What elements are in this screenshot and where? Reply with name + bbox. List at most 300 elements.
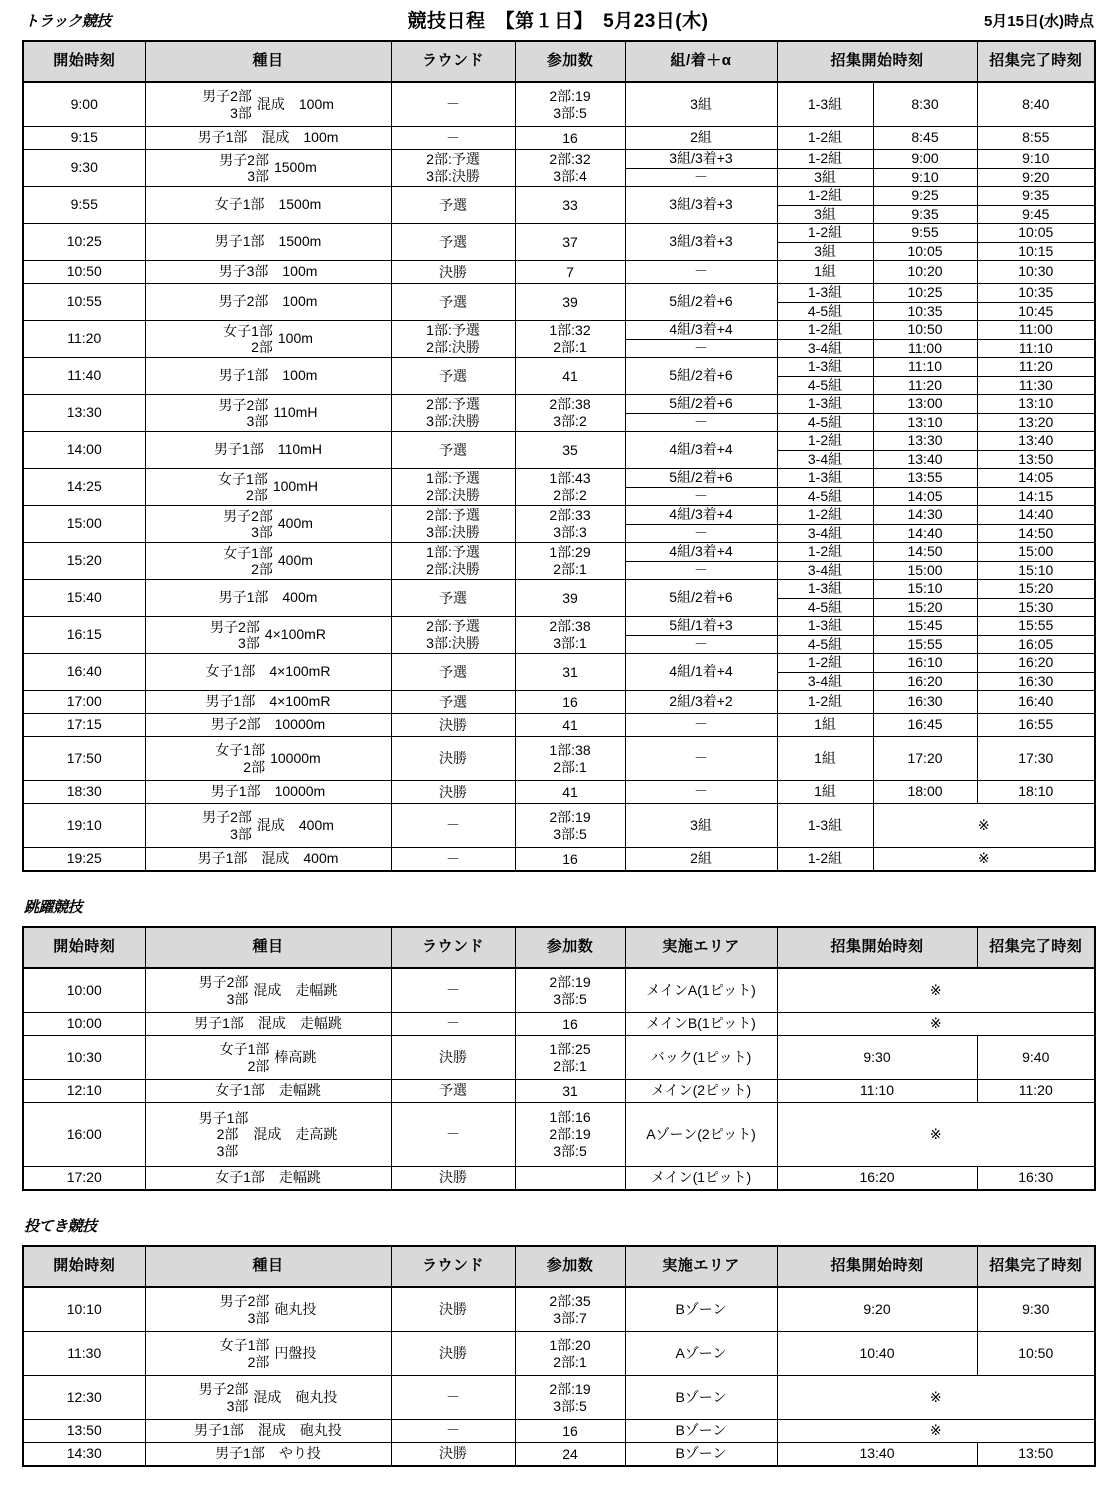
event-label: 100mH bbox=[272, 478, 318, 495]
cell-event bbox=[145, 321, 391, 358]
division: 女子1部 bbox=[219, 1337, 270, 1354]
cell-round bbox=[391, 506, 515, 543]
round-value bbox=[392, 784, 515, 801]
event-name bbox=[146, 152, 391, 184]
cell-start-time: 18:30 bbox=[23, 781, 145, 804]
division-stack bbox=[202, 88, 252, 120]
cell-heats: 2組 bbox=[625, 127, 777, 150]
division: 男子2部 bbox=[202, 809, 252, 826]
participants-value bbox=[516, 851, 625, 868]
table-row bbox=[23, 1103, 1095, 1167]
division-stack bbox=[220, 1041, 270, 1073]
cell-round bbox=[391, 848, 515, 872]
event-name bbox=[146, 263, 391, 281]
participants-value bbox=[516, 130, 625, 147]
event-name bbox=[146, 441, 391, 459]
cell-event bbox=[145, 654, 391, 691]
cell-start-time: 12:30 bbox=[23, 1376, 145, 1420]
division-stack bbox=[210, 619, 260, 651]
th-call-end: 招集完了時刻 bbox=[977, 927, 1095, 968]
cell-round bbox=[391, 691, 515, 714]
line: 1部:16 bbox=[549, 1109, 591, 1126]
event-name bbox=[146, 323, 391, 355]
cell-call-end: 10:15 bbox=[977, 242, 1095, 261]
participants-value bbox=[516, 694, 625, 711]
cell-call-start: 10:05 bbox=[873, 242, 977, 261]
cell-call-group: 3-4組 bbox=[777, 450, 873, 469]
cell-call-start: 9:10 bbox=[873, 168, 977, 187]
th-start-time: 開始時刻 bbox=[23, 927, 145, 968]
cell-round: － bbox=[391, 968, 515, 1013]
cell-heats: 5組/2着+6 bbox=[625, 395, 777, 414]
th-event: 種目 bbox=[145, 1246, 391, 1287]
line: 7 bbox=[566, 263, 574, 280]
round-value bbox=[392, 817, 515, 834]
participants-value bbox=[516, 1446, 625, 1463]
division: 2部 bbox=[247, 1353, 270, 1370]
cell-participants bbox=[515, 968, 625, 1013]
cell-call-end: 11:20 bbox=[977, 358, 1095, 377]
cell-round: － bbox=[391, 1376, 515, 1420]
round-value bbox=[392, 322, 515, 356]
table-row bbox=[23, 469, 1095, 488]
line: 3部:決勝 bbox=[426, 168, 480, 184]
cell-call-group: 1組 bbox=[777, 261, 873, 284]
participants-value bbox=[516, 618, 625, 652]
cell-start-time: 16:15 bbox=[23, 617, 145, 654]
line: 2部:1 bbox=[553, 1353, 587, 1370]
participants-value bbox=[516, 234, 625, 251]
table-row bbox=[23, 1443, 1095, 1467]
cell-call-end: 8:40 bbox=[977, 82, 1095, 127]
cell-heats: 5組/2着+6 bbox=[625, 358, 777, 395]
event-name bbox=[146, 293, 391, 311]
cell-heats: 2組 bbox=[625, 848, 777, 872]
cell-call-group: 4-5組 bbox=[777, 487, 873, 506]
event-name bbox=[146, 1337, 391, 1369]
track-table-body bbox=[23, 82, 1095, 871]
th-event: 種目 bbox=[145, 927, 391, 968]
division: 3部 bbox=[246, 413, 269, 429]
division: 男子2部 bbox=[198, 974, 249, 991]
th-area: 実施エリア bbox=[625, 1246, 777, 1287]
cell-call-note: ※ bbox=[777, 1376, 1095, 1420]
table-row bbox=[23, 1036, 1095, 1080]
event-label: 男子2部 10000m bbox=[210, 716, 326, 733]
line: 3部:決勝 bbox=[426, 413, 480, 429]
participants-value bbox=[516, 264, 625, 281]
cell-call-start: 9:00 bbox=[873, 150, 977, 169]
cell-call-group: 1-3組 bbox=[777, 617, 873, 636]
event-name bbox=[146, 545, 391, 577]
division: 3部 bbox=[238, 635, 260, 651]
cell-call-start: 18:00 bbox=[873, 781, 977, 804]
line: 16 bbox=[562, 129, 578, 146]
participants-value bbox=[516, 1423, 625, 1440]
line: 2部:32 bbox=[549, 151, 591, 168]
table-row bbox=[23, 617, 1095, 636]
cell-round bbox=[391, 737, 515, 781]
cell-start-time: 10:55 bbox=[23, 284, 145, 321]
cell-participants bbox=[515, 321, 625, 358]
cell-call-start: 16:20 bbox=[873, 672, 977, 691]
th-call-start: 招集開始時刻 bbox=[777, 927, 977, 968]
event-label: 男子1部 10000m bbox=[210, 783, 326, 800]
line: 2部:35 bbox=[549, 1292, 591, 1309]
division: 女子1部 bbox=[218, 470, 268, 487]
cell-round: 決勝 bbox=[391, 1036, 515, 1080]
division: 3部 bbox=[226, 990, 249, 1007]
line: 決勝 bbox=[439, 783, 467, 800]
cell-start-time: 15:20 bbox=[23, 543, 145, 580]
line: 2部:19 bbox=[549, 87, 591, 104]
cell-call-end: 9:40 bbox=[977, 1036, 1095, 1080]
cell-round: 決勝 bbox=[391, 1167, 515, 1191]
cell-call-end: 10:30 bbox=[977, 261, 1095, 284]
event-label: 男子1部 1500m bbox=[214, 233, 322, 250]
cell-event bbox=[145, 1376, 391, 1420]
cell-area: メインA(1ピット) bbox=[625, 968, 777, 1013]
table-row bbox=[23, 580, 1095, 599]
cell-event bbox=[145, 127, 391, 150]
participants-value bbox=[516, 1016, 625, 1033]
cell-participants bbox=[515, 1013, 625, 1036]
event-label: 4×100mR bbox=[264, 626, 326, 643]
cell-call-end: 16:20 bbox=[977, 654, 1095, 673]
cell-start-time: 17:50 bbox=[23, 737, 145, 781]
title-day: 【第１日】 bbox=[495, 11, 594, 32]
cell-event bbox=[145, 781, 391, 804]
cell-call-start: 9:35 bbox=[873, 205, 977, 224]
cell-participants bbox=[515, 1080, 625, 1103]
participants-value bbox=[516, 784, 625, 801]
cell-call-start: 8:45 bbox=[873, 127, 977, 150]
cell-call-end: 9:20 bbox=[977, 168, 1095, 187]
cell-event bbox=[145, 432, 391, 469]
cell-round: － bbox=[391, 1103, 515, 1167]
line: 決勝 bbox=[439, 750, 467, 767]
cell-call-group: 1-3組 bbox=[777, 804, 873, 848]
cell-start-time: 10:50 bbox=[23, 261, 145, 284]
event-label: 男子1部 4×100mR bbox=[205, 693, 331, 710]
table-row bbox=[23, 781, 1095, 804]
table-row bbox=[23, 654, 1095, 673]
event-label: 男子1部 混成 走幅跳 bbox=[194, 1015, 342, 1032]
event-name bbox=[146, 1381, 391, 1413]
division-stack bbox=[223, 323, 273, 355]
th-participants: 参加数 bbox=[515, 927, 625, 968]
cell-call-end: 10:05 bbox=[977, 224, 1095, 243]
line: 2部:1 bbox=[553, 561, 587, 577]
cell-participants bbox=[515, 714, 625, 737]
cell-call-start: 10:40 bbox=[777, 1332, 977, 1376]
cell-heats: 3組/3着+3 bbox=[625, 187, 777, 224]
cell-start-time: 19:25 bbox=[23, 848, 145, 872]
jump-section-caption: 跳躍競技 bbox=[24, 899, 83, 916]
cell-call-end: 15:10 bbox=[977, 561, 1095, 580]
cell-participants bbox=[515, 187, 625, 224]
event-name bbox=[146, 1422, 391, 1440]
cell-call-start: 10:50 bbox=[873, 321, 977, 340]
cell-area: メインB(1ピット) bbox=[625, 1013, 777, 1036]
cell-call-end: 16:30 bbox=[977, 1167, 1095, 1191]
cell-participants bbox=[515, 469, 625, 506]
table-row bbox=[23, 1287, 1095, 1332]
participants-value bbox=[516, 1381, 625, 1415]
cell-participants bbox=[515, 804, 625, 848]
cell-call-group: 3-4組 bbox=[777, 524, 873, 543]
cell-call-end: 10:35 bbox=[977, 284, 1095, 303]
line: 2部:決勝 bbox=[426, 561, 480, 577]
cell-call-start: 15:10 bbox=[873, 580, 977, 599]
cell-heats: 3組 bbox=[625, 804, 777, 848]
cell-heats: 4組/3着+4 bbox=[625, 543, 777, 562]
cell-participants bbox=[515, 82, 625, 127]
division: 男子1部 bbox=[198, 1110, 249, 1127]
cell-heats: － bbox=[625, 261, 777, 284]
line: 41 bbox=[562, 716, 578, 733]
th-call-end: 招集完了時刻 bbox=[977, 41, 1095, 82]
cell-call-group: 1-2組 bbox=[777, 224, 873, 243]
cell-call-group: 1-2組 bbox=[777, 691, 873, 714]
event-name bbox=[146, 471, 391, 503]
event-name bbox=[146, 196, 391, 214]
cell-participants bbox=[515, 284, 625, 321]
cell-call-note: ※ bbox=[777, 968, 1095, 1013]
table-row bbox=[23, 1420, 1095, 1443]
cell-call-end: 13:10 bbox=[977, 395, 1095, 414]
division: 2部 bbox=[216, 1126, 239, 1143]
participants-value bbox=[516, 742, 625, 776]
cell-start-time: 16:40 bbox=[23, 654, 145, 691]
division-stack bbox=[219, 152, 269, 184]
cell-event bbox=[145, 1013, 391, 1036]
cell-round bbox=[391, 543, 515, 580]
cell-round bbox=[391, 187, 515, 224]
cell-participants bbox=[515, 1376, 625, 1420]
line: － bbox=[446, 850, 460, 867]
line: 2部:33 bbox=[549, 507, 591, 524]
cell-call-end: 15:20 bbox=[977, 580, 1095, 599]
table-row bbox=[23, 395, 1095, 414]
event-label: 100m bbox=[277, 330, 313, 347]
division: 女子1部 bbox=[219, 1041, 270, 1058]
cell-heats: － bbox=[625, 781, 777, 804]
cell-call-end: 13:50 bbox=[977, 1443, 1095, 1467]
cell-participants bbox=[515, 737, 625, 781]
cell-area: バック(1ピット) bbox=[625, 1036, 777, 1080]
line: 2部:1 bbox=[553, 339, 587, 355]
division: 男子2部 bbox=[210, 618, 260, 635]
line: 35 bbox=[562, 441, 578, 458]
cell-participants bbox=[515, 1036, 625, 1080]
track-section-tag: トラック競技 bbox=[24, 13, 111, 30]
cell-call-group: 1-2組 bbox=[777, 321, 873, 340]
table-row bbox=[23, 261, 1095, 284]
cell-event bbox=[145, 261, 391, 284]
cell-call-group: 1組 bbox=[777, 714, 873, 737]
cell-call-start: 13:30 bbox=[873, 432, 977, 451]
line: 2部:19 bbox=[549, 973, 591, 990]
cell-call-note: ※ bbox=[777, 1420, 1095, 1443]
division-stack bbox=[223, 545, 273, 577]
cell-start-time: 9:55 bbox=[23, 187, 145, 224]
line: 3部:3 bbox=[553, 524, 587, 540]
cell-call-group: 3組 bbox=[777, 205, 873, 224]
event-label: 女子1部 1500m bbox=[214, 196, 322, 213]
cell-heats: 2組/3着+2 bbox=[625, 691, 777, 714]
division-stack bbox=[199, 1110, 249, 1158]
cell-start-time: 10:00 bbox=[23, 1013, 145, 1036]
cell-call-end: 14:40 bbox=[977, 506, 1095, 525]
event-name bbox=[146, 663, 391, 681]
cell-call-group: 4-5組 bbox=[777, 302, 873, 321]
cell-start-time: 13:30 bbox=[23, 395, 145, 432]
line: 3部:7 bbox=[553, 1309, 587, 1326]
cell-call-start: 16:10 bbox=[873, 654, 977, 673]
cell-call-end: 11:10 bbox=[977, 339, 1095, 358]
table-row bbox=[23, 1080, 1095, 1103]
line: 41 bbox=[562, 367, 578, 384]
cell-call-end: 14:05 bbox=[977, 469, 1095, 488]
throw-schedule-table bbox=[22, 1245, 1096, 1467]
line: 1部:予選 bbox=[426, 544, 480, 561]
line: 24 bbox=[562, 1445, 578, 1462]
participants-value bbox=[516, 88, 625, 122]
cell-call-group: 1-3組 bbox=[777, 82, 873, 127]
cell-call-note: ※ bbox=[777, 1013, 1095, 1036]
cell-round bbox=[391, 150, 515, 187]
cell-start-time: 14:30 bbox=[23, 1443, 145, 1467]
cell-event bbox=[145, 82, 391, 127]
cell-event bbox=[145, 284, 391, 321]
event-name bbox=[146, 397, 391, 429]
cell-call-group: 3-4組 bbox=[777, 561, 873, 580]
table-row bbox=[23, 1167, 1095, 1191]
cell-start-time: 11:40 bbox=[23, 358, 145, 395]
cell-participants bbox=[515, 580, 625, 617]
table-row bbox=[23, 968, 1095, 1013]
table-row bbox=[23, 1376, 1095, 1420]
cell-area: Bゾーン bbox=[625, 1443, 777, 1467]
cell-area: Aゾーン(2ピット) bbox=[625, 1103, 777, 1167]
table-row bbox=[23, 127, 1095, 150]
division: 男子2部 bbox=[218, 396, 269, 413]
cell-start-time: 16:00 bbox=[23, 1103, 145, 1167]
cell-call-group: 3-4組 bbox=[777, 672, 873, 691]
line: 2部:38 bbox=[549, 618, 591, 635]
line: 予選 bbox=[439, 663, 467, 680]
line: 2部:予選 bbox=[426, 507, 480, 524]
cell-heats: － bbox=[625, 635, 777, 654]
cell-start-time: 17:20 bbox=[23, 1167, 145, 1191]
cell-call-start: 15:20 bbox=[873, 598, 977, 617]
event-label: 混成 砲丸投 bbox=[253, 1388, 338, 1405]
cell-participants bbox=[515, 432, 625, 469]
cell-call-end: 10:50 bbox=[977, 1332, 1095, 1376]
cell-event bbox=[145, 714, 391, 737]
event-label: 女子1部 4×100mR bbox=[205, 663, 331, 680]
cell-call-end: 11:20 bbox=[977, 1080, 1095, 1103]
cell-call-start: 9:30 bbox=[777, 1036, 977, 1080]
cell-call-start: 11:20 bbox=[873, 376, 977, 395]
line: 3部:決勝 bbox=[426, 635, 480, 651]
event-name bbox=[146, 129, 391, 147]
cell-round bbox=[391, 654, 515, 691]
cell-heats: － bbox=[625, 714, 777, 737]
cell-participants bbox=[515, 1443, 625, 1467]
division-stack bbox=[223, 508, 273, 540]
cell-start-time: 19:10 bbox=[23, 804, 145, 848]
line: 3部:決勝 bbox=[426, 524, 480, 540]
event-label: 棒高跳 bbox=[274, 1048, 317, 1065]
cell-event bbox=[145, 543, 391, 580]
participants-value bbox=[516, 197, 625, 214]
table-row bbox=[23, 848, 1095, 872]
line: 31 bbox=[562, 1082, 578, 1099]
line: 3部:5 bbox=[553, 104, 587, 121]
line: 3部:2 bbox=[553, 413, 587, 429]
cell-call-end: 15:30 bbox=[977, 598, 1095, 617]
participants-value bbox=[516, 809, 625, 843]
cell-call-start: 14:50 bbox=[873, 543, 977, 562]
cell-heats: － bbox=[625, 413, 777, 432]
cell-event bbox=[145, 395, 391, 432]
cell-round bbox=[391, 580, 515, 617]
line: 33 bbox=[562, 196, 578, 213]
division: 2部 bbox=[251, 561, 273, 577]
cell-start-time: 10:25 bbox=[23, 224, 145, 261]
division-stack bbox=[220, 1293, 270, 1325]
cell-heats: 4組/1着+4 bbox=[625, 654, 777, 691]
cell-call-group: 1-2組 bbox=[777, 848, 873, 872]
round-value bbox=[392, 368, 515, 385]
line: 2部:19 bbox=[549, 808, 591, 825]
line: 決勝 bbox=[439, 263, 467, 280]
cell-area: Bゾーン bbox=[625, 1287, 777, 1332]
th-call-start: 招集開始時刻 bbox=[777, 1246, 977, 1287]
cell-participants bbox=[515, 1287, 625, 1332]
event-name bbox=[146, 1110, 391, 1158]
event-name bbox=[146, 783, 391, 801]
cell-heats: － bbox=[625, 487, 777, 506]
throw-section-caption: 投てき競技 bbox=[24, 1218, 97, 1235]
event-name bbox=[146, 1082, 391, 1100]
cell-call-group: 1-2組 bbox=[777, 432, 873, 451]
cell-event bbox=[145, 1287, 391, 1332]
round-value bbox=[392, 544, 515, 578]
cell-call-start: 13:55 bbox=[873, 469, 977, 488]
cell-call-end: 16:55 bbox=[977, 714, 1095, 737]
cell-round bbox=[391, 224, 515, 261]
jump-table-body bbox=[23, 968, 1095, 1190]
round-value bbox=[392, 750, 515, 767]
th-call-start: 招集開始時刻 bbox=[777, 41, 977, 82]
event-label: 1500m bbox=[273, 159, 317, 176]
event-name bbox=[146, 742, 391, 774]
cell-call-start: 8:30 bbox=[873, 82, 977, 127]
cell-participants bbox=[515, 395, 625, 432]
division: 女子1部 bbox=[223, 322, 273, 339]
cell-call-start: 14:05 bbox=[873, 487, 977, 506]
cell-call-note: ※ bbox=[777, 1103, 1095, 1167]
table-row bbox=[23, 737, 1095, 781]
division: 男子2部 bbox=[219, 1293, 270, 1310]
event-label: 110mH bbox=[273, 404, 318, 421]
title-date: 5月23日(木) bbox=[603, 11, 709, 32]
cell-event bbox=[145, 617, 391, 654]
cell-area: メイン(2ピット) bbox=[625, 1080, 777, 1103]
